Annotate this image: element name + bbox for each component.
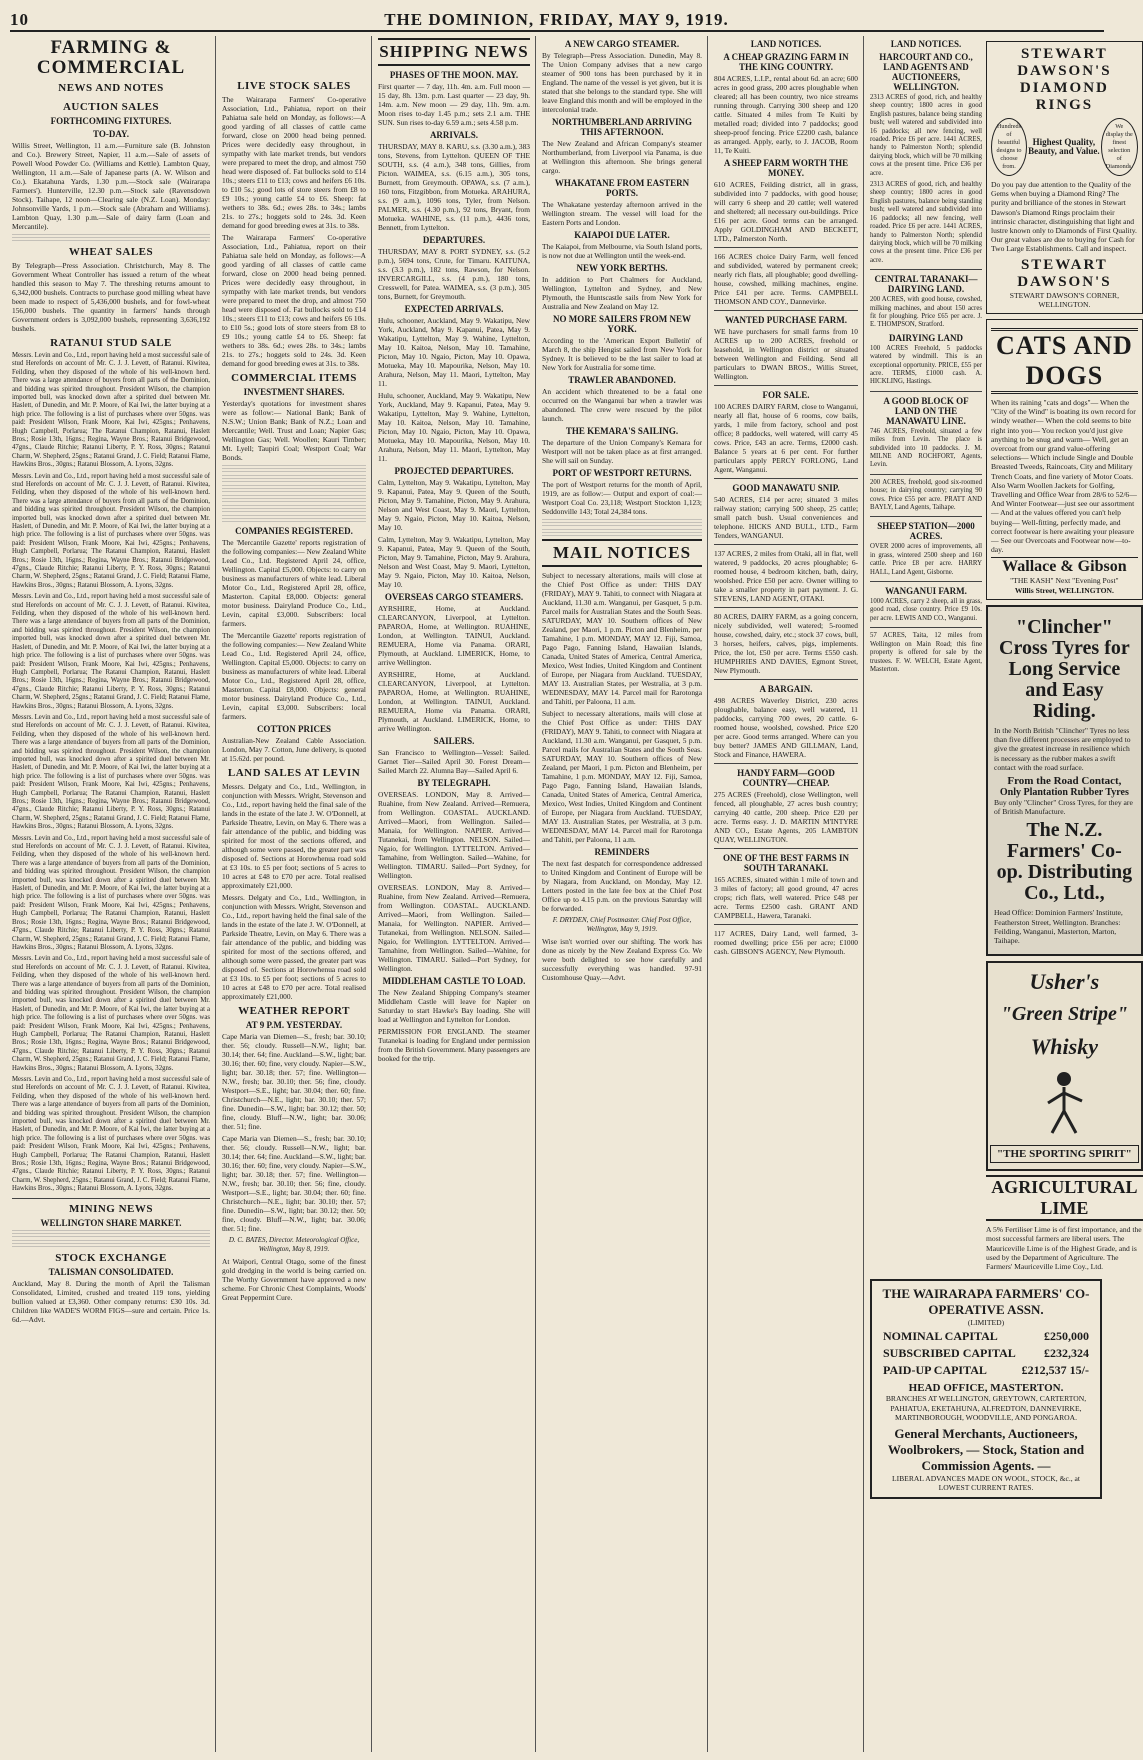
article-text: Cape Maria van Diemen—S., fresh; bar. 30.10; ther. 56; cloudy. Russell—N.W., light; bar. 30.14; ther. 64; fine. Auckland—S.W., light; bar. 30.16; ther. 60; fine, very cloudy. Napier—S.W., light; bar. 30.18; ther. 57; fine. Wellington—N.W., fresh; bar. 30.10; ther. 56; fine, cloudy. Westport—S.E., light; bar. 30.04; ther. 60; fine. Christchurch—N.E., light; bar. 30.10; ther. 57; fine. Dunedin—S.W., light; bar. 30.12; ther. 50; fine, cloudy. Bluff—N.W., light; bar. 30.06; ther. 51; fine. — [222, 1134, 366, 1233]
column-advertisements — [866, 36, 1142, 1752]
subheading: A BARGAIN. — [759, 684, 813, 694]
article-text: The Wairarapa Farmers' Co-operative Association, Ltd., Pahiatua, report on their Pahiatua sale held on Monday, as follows:—A good yarding of all classes of cattle came forward, close on 2000 head being penned. Prices were decidedly easy throughout, in sympathy with late market trends, but vendors were prepared to meet the drop, and almost 750 head were disposed of. Fat bullocks sold to £14 10s.; steers £11 to £13; cows and heifers £6 10s. to £10 5s.; good lots of store steers from £8 to £9 10s.; young cattle £4 to £6. Sheep: fat wethers to 38s. 6d.; ewes 28s. to 34s.; lambs 21s. to 27s.; hoggets sold to 24s. 3d. Keen demand for good breeding ewes at 31s. to 38s. — [222, 233, 366, 368]
land-ad: 200 ACRES, with good house, cowshed, milking machines, and about 150 acres fit for ploughing. Price £65 per acre. J. E. THOMPSON, Stratford. — [870, 296, 982, 329]
article-text: Messrs. Delgaty and Co., Ltd., Wellington, in conjunction with Messrs. Wright, Stevenson and Co., Ltd., report having held the final sale of the lands in the estate of the late J. W. O'Donnell, at Parkside Theatre, Levin, on May 6. There was a fair attendance of the public, and bidding was spirited for most of the sections offered, and although some were passed, the greater part was disposed of. Sections at Horowhenua road sold at £3 10s. to £5 per foot; sections of 5 acres to 10 acres at £48 to £70 per acre. Total realised approximately £21,000. — [222, 782, 366, 890]
article-text: The New Zealand and African Company's steamer Northumberland, from Liverpool via Panama, is due at Wellington this afternoon. She brings general cargo. — [542, 139, 702, 175]
advert-sub: "THE KASH" Next "Evening Post" — [1010, 576, 1119, 586]
article-text: San Francisco to Wellington—Vessel: Sailed. Garnet Tier—Sailed April 30. Forest Dream—Sailed March 22. Alumna Bay—Sailed April 6. — [378, 747, 530, 775]
advert-company: The N.Z. Farmers' Co-op. Distributing Co., Ltd., — [996, 819, 1133, 905]
article-text: THURSDAY, MAY 8. KARU, s.s. (3.30 a.m.), 383 tons, Stevens, from Lyttelton. QUEEN OF THE SOUTH, s.s. (4 a.m.), 348 tons, Gillies, from Picton. WAIMEA, s.s. (6.15 a.m.), 305 tons, Burnett, from Greymouth. OPAWA, s.s. (7 a.m.), 160 tons, Fitzgibbon, from Motueka. ARAHURA, s.s. (9 a.m.), 1096 tons, Tyler, from Nelson. PALMER, s.s. (4.30 p.m.), 92 tons, Bryant, from Motueka. WAHINE, s.s. (11 p.m.), 4436 tons, Bennett, from Lyttelton. — [378, 141, 530, 232]
capital-value: £212,537 15/- — [1021, 1363, 1089, 1378]
capital-value: £232,324 — [1044, 1346, 1089, 1361]
article-text: Messrs. Levin and Co., Ltd., report having held a most successful sale of stud Herefords on account of Mr. C. J. J. Levett, of Ratanui. Kiwitea, Feilding, when they disposed of the whole of his well-known herd. There was a large attendance of buyers from all parts of the Dominion, and bidding was spirited throughout. President Wilson, the champion imported bull, was knocked down after a spirited duel between Mr. Haslett, of Dunedin, and Mr. P. Moore, of Kai Iwi, the latter buying at a high price. The following is a list of purchases where over 50gns. was paid: President Wilson, Frank Moore, Kai Iwi, 425gns.; Penhavens, Hugh Campbell, Porlarua; The Ratanui Champion, Ratanui, Haslett Bros.; Rosie 13th, 16gns.; Regina, Wayne Bros.; Ratanui Bridgewood, 47gns., Claude Ritchie; Ratanui Liberty, P. Y. Ross, 30gns.; Ratanui Charm, W. Shepherd, 25gns.; Ratanui Grand, J. C. Field; Ratanui Flame, Hawkins Bros., 30gns.; Ratanui Blossom, A. Lyons, 32gns. — [12, 1076, 211, 1193]
subheading: PHASES OF THE MOON. MAY. — [389, 69, 519, 80]
land-ad: 117 ACRES, Dairy Land, well farmed, 3-roomed dwelling; price £56 per acre; £1000 cash. GIBSON'S AGENCY, New Plymouth. — [714, 929, 858, 956]
heading: RATANUI STUD SALE — [50, 336, 172, 349]
article-text: The Whakatane yesterday afternoon arrived in the Wellington stream. The vessel will load for the Eastern Ports and London. — [542, 200, 702, 227]
ushers-whisky-advert — [986, 961, 1143, 1171]
subheading: HANDY FARM—GOOD COUNTRY—CHEAP. — [737, 768, 835, 788]
land-ad: 166 ACRES choice Dairy Farm, well fenced and subdivided, watered by permanent creek; nearly rich flats, all ploughable; good dwelling-house, cowshed, milking machines, engine. Price £41 per acre. Terms. CAMPBELL THOMSON AND COY., Dannevirke. — [714, 252, 858, 306]
subheading: WELLINGTON SHARE MARKET. — [40, 1217, 182, 1228]
subheading: FORTHCOMING FIXTURES. — [50, 115, 172, 126]
land-ad: 165 ACRES, situated within 1 mile of town and 3 miles of factory; all good ground, 47 acres crops; rich flats, well watered. Price £48 per acre. Terms £2500 cash. GRANT AND CAMPBELL, Hawera, Taranaki. — [714, 875, 858, 920]
article-text: Cape Maria van Diemen—S., fresh; bar. 30.10; ther. 56; cloudy. Russell—N.W., light; bar. 30.14; ther. 64; fine. Auckland—S.W., light; bar. 30.16; ther. 60; fine, very cloudy. Napier—S.W., light; bar. 30.18; ther. 57; fine. Wellington—N.W., fresh; bar. 30.10; ther. 56; fine, cloudy. Westport—S.E., light; bar. 30.04; ther. 60; fine. Christchurch—N.E., light; bar. 30.10; ther. 57; fine. Dunedin—S.W., light; bar. 30.12; ther. 50; fine, cloudy. Bluff—N.W., light; bar. 30.06; ther. 51; fine. — [222, 1032, 366, 1131]
advert-product: "Green Stripe" — [1000, 1002, 1128, 1025]
heading: WEATHER REPORT — [238, 1005, 350, 1017]
land-ad: 137 ACRES, 2 miles from Otaki, all in flat, well watered, 9 paddocks, 20 acres ploughable; 6-roomed house, 4 bedroom kitchen, bath, dairy, woolshed. Price £50 per acre. Owner willing to take a smaller property in part payment. J. G. STEVENS, LAND AGENT, OTAKI. — [714, 549, 858, 603]
column-farming — [8, 36, 214, 1752]
subheading: OVERSEAS CARGO STEAMERS. — [384, 591, 524, 602]
signature: D. C. BATES, Director. Meteorological Office, Wellington, May 8, 1919. — [228, 1236, 360, 1253]
subheading: TALISMAN CONSOLIDATED. — [48, 1266, 174, 1277]
subheading: PROJECTED DEPARTURES. — [394, 465, 514, 476]
head-office: HEAD OFFICE, MASTERTON. — [908, 1382, 1064, 1395]
article-text: By Telegraph—Press Association. Dunedin, May 8. The Union Company advises that a new cargo steamer of 900 tons has been purchased by it in England. The name of the vessel is yet given, but it is stated that she belongs to the standard type. She will leave England this month and will be employed in the intercolonial trade. — [542, 51, 702, 114]
section-title: MAIL NOTICES — [542, 539, 702, 567]
subheading: CENTRAL TARANAKI—DAIRYING LAND. — [874, 274, 978, 295]
heading: LAND SALES AT LEVIN — [227, 767, 361, 779]
heading: COMMERCIAL ITEMS — [231, 372, 357, 384]
article-text: PERMISSION FOR ENGLAND. The steamer Tutanekai is loading for England under permission from the British Government. Many passengers are booked for the trip. — [378, 1026, 530, 1063]
article-text: AYRSHIRE, Home, at Auckland. CLEARCANYON, Liverpool, at Lyttelton. PAPAROA, Home, at Wellington. RUAHINE, London, at Wellington. TAINUI, Auckland. REMUERA, Home via Panama. ORARI, Plymouth, at Auckland. LIMERICK, Home, to arrive Wellington. — [378, 669, 530, 733]
right-seal: We display the finest selection of Diamonds. — [1101, 118, 1138, 176]
capital-label: SUBSCRIBED CAPITAL — [883, 1346, 1016, 1361]
advert-sub: (LIMITED) — [967, 1318, 1005, 1328]
subheading: SAILERS. — [433, 735, 475, 746]
subheading: ONE OF THE BEST FARMS IN SOUTH TARANAKI. — [723, 853, 849, 873]
advert-title: STEWART DAWSON'S — [1017, 46, 1112, 79]
advert-body: When its raining "cats and dogs"— When the "City of the Wind" is boating its own record for windy weather— When the cold seems to bite right into you— You reckon you'd just give anything to be snug and warm— Well, get an overcoat from our grand value-offering selections— Which include Single and Double Breasted Tweeds, Raincoats, City and Military Trench Coats, and fine variety of Motor Coats. Also Warm Woollen Jackets for Golfing, Travelling and Office Wear from 28/6 to 52/6— And Winter Footwear—just see our assortment— And at the values offered you can't help buying— Well-fitting, perfectly made, and correct footwear is here awaiting your pleasure— See our Overcoats and Footwear now—to-day. — [991, 398, 1137, 555]
article-text: Messrs. Levin and Co., Ltd., report having held a most successful sale of stud Herefords on account of Mr. C. J. J. Levett, of Ratanui. Kiwitea, Feilding, when they disposed of the whole of his well-known herd. There was a large attendance of buyers from all parts of the Dominion, and bidding was spirited throughout. President Wilson, the champion imported bull, was knocked down after a spirited duel between Mr. Haslett, of Dunedin, and Mr. P. Moore, of Kai Iwi, the latter buying at a high price. The following is a list of purchases where over 50gns. was paid: President Wilson, Frank Moore, Kai Iwi, 425gns.; Penhavens, Hugh Campbell, Porlarua; The Ratanui Champion, Ratanui, Haslett Bros.; Rosie 13th, 16gns.; Regina, Wayne Bros.; Ratanui Bridgewood, 47gns., Claude Ritchie; Ratanui Liberty, P. Y. Ross, 30gns.; Ratanui Charm, W. Shepherd, 25gns.; Ratanui Grand, J. C. Field; Ratanui Flame, Hawkins Bros., 30gns.; Ratanui Blossom, A. Lyons, 32gns. — [12, 593, 211, 710]
article-text: The Kaiapoi, from Melbourne, via South Island ports, is now not due at Wellington until the week-end. — [542, 242, 702, 260]
heading: LAND NOTICES. — [750, 39, 822, 49]
article-text: Wise isn't worried over our shifting. The work has done as nicely by the New Zealand Express Co. We were both delighted to see how carefully and successfully everything was handled. 97-91 Customhouse Quay.—Advt. — [542, 936, 702, 982]
column-rule — [707, 36, 708, 1752]
subheading: EXPECTED ARRIVALS. — [404, 303, 504, 314]
land-ad: OVER 2000 acres of improvements, all in grass, wintered 2500 sheep and 160 cattle. Price £8 per acre. HARRY HALL, Land Agent, Gisborne. — [870, 543, 982, 576]
subheading: NO MORE SAILERS FROM NEW YORK. — [552, 314, 691, 334]
article-text: In addition to Port Chalmers for Auckland, Wellington, Lyttelton and Sydney, and New Plymouth, the Huntscastle sails from New York for Australia and New Zealand on May 12. — [542, 275, 702, 311]
article-text: OVERSEAS. LONDON, May 8. Arrived—Ruahine, from New Zealand. Arrived—Remuera, from Wellington. COASTAL. AUCKLAND. Arrived—Maori, from Wellington. Sailed—Manaia, for Wellington. NAPIER. Arrived—Tutanekai, from Wellington. NELSON. Sailed—Ngaio, for Wellington. LYTTELTON. Arrived—Tamahine, from Wellington. Sailed—Wahine, for Wellington. TIMARU. Sailed—Port Sydney, for Wellington. — [378, 882, 530, 973]
article-text: Australian-New Zealand Cable Association. London, May 7. Cotton, June delivery, is quoted at 15.62d. per pound. — [222, 736, 366, 763]
article-text: The port of Westport returns for the month of April, 1919, are as follow:— Output and export of coal:— Westport Coal Co. 23,118; Westport Stockton 1,123; Seddonville 143; Total 24,384 tons. — [542, 480, 702, 516]
land-ad: 540 ACRES, £14 per acre; situated 3 miles railway station; carrying 500 sheep, 25 cattle; small patch bush. Usual conveniences and telephone. HICKS AND BULL, LTD., Farm Tenders, WANGANUI. — [714, 495, 858, 540]
wairarapa-advert — [870, 1279, 1102, 1499]
subheading: DAIRYING LAND — [889, 332, 963, 343]
land-ad: 200 ACRES, freehold, good six-roomed house; in dairying country; carrying 90 cows. Price £55 per acre. PRATT AND BAYLY, Land Agents, Taihape. — [870, 478, 982, 512]
column-rule — [535, 36, 536, 1752]
subheading: SHEEP STATION—2000 ACRES. — [877, 521, 975, 542]
land-ad: WE have purchasers for small farms from 10 ACRES up to 200 ACRES, freehold or leasehold, in Wellington district or situated between Wellington and Feilding. Send all particulars to DWAN BROS., Willis Street, Wellington. — [714, 327, 858, 381]
section-title: SHIPPING NEWS — [378, 38, 530, 66]
subheading: TRAWLER ABANDONED. — [568, 375, 676, 385]
column-rule — [863, 36, 864, 1752]
subheading: BY TELEGRAPH. — [417, 777, 491, 788]
article-text: Willis Street, Wellington, 11 a.m.—Furniture sale (B. Johnston and Co.). Brewery Street, Napier, 11 a.m.—Sale of assets of Powell Wood Powder Co. (Williams and Kettle). Lambton Quay, Wellington, 11 a.m.—Sale of Japanese parts (A. W. Wilson and Co.). Ekatahuna Yards, 1.30 p.m.—Stock sale (Wairarapa Farmers'). Hunterville, 12.30 p.m.—Stock sale (Ravensdown Stock). Taihape, 12 noon—Clearing sale (N.Z. Loan). Monday: Johnsonville Yards, 1 p.m.—Stock sale (Abraham and Williams). Lambton Quay, 1.30 p.m.—Sale of dairy farm (Loan and Mercantile). — [12, 140, 210, 231]
subheading: COTTON PRICES — [256, 724, 332, 734]
land-ad: 610 ACRES, Feilding district, all in grass, subdivided into 7 paddocks, with good house; will carry 6 sheep and 20 cattle; well watered and sheltered; all necessary out-buildings. Price £16 per acre. Good terms can be arranged. Apply GOLDINGHAM AND BECKETT, LTD., Palmerston North. — [714, 180, 858, 243]
capital-label: PAID-UP CAPITAL — [883, 1363, 987, 1378]
advert-body: In the North British "Clincher" Tyres no less than five different processes are employed to give the greatest increase in resilience which is necessary as the rubber makes a swift contact with the road surface. — [994, 725, 1131, 772]
land-ad: 746 ACRES, Freehold, situated a few miles from Levin. The place is subdivided into 10 paddocks. J. M. MILNE AND ROCHFORT, Agents, Levin. — [870, 427, 982, 469]
article-text: Calm, Lyttelton, May 9. Wakatipu, Lyttelton, May 9. Kapanui, Patea, May 9. Queen of the South, Picton, May 9. Tamahine, Picton, May 9. Arahura, Nelson and West Coast, May 9. Maori, Lyttelton, May 9. Ngaio, Picton, May 10. Kaitoa, Nelson, May 10. — [378, 477, 530, 532]
advert-title: DIAMOND RINGS — [1019, 80, 1109, 113]
article-text: By Telegraph—Press Association. Christchurch, May 8. The Government Wheat Controller has issued a return of the wheat handled this season to May 7. The threshing returns amount to 6,342,000 bushels. Contracts to purchase good milling wheat have been made to respect of 5,436,000 bushels, and for fowl-wheat 156,000 bushels. The quantity in farmers' hands through Government orders is 3,092,000 bushels, representing 3,636,192 bushels. — [12, 260, 210, 333]
advert-footer: LIBERAL ADVANCES MADE ON WOOL, STOCK, &c., at LOWEST CURRENT RATES. — [891, 1473, 1081, 1493]
article-text: OVERSEAS. LONDON, May 8. Arrived—Ruahine, from New Zealand. Arrived—Remuera, from Wellington. COASTAL. AUCKLAND. Arrived—Maori, from Wellington. Sailed—Manaia, for Wellington. NAPIER. Arrived—Tutanekai, from Wellington. NELSON. Sailed—Ngaio, for Wellington. LYTTELTON. Arrived—Tamahine, from Wellington. Sailed—Wahine, for Wellington. TIMARU. Sailed—Port Sydney, for Wellington. — [378, 789, 530, 880]
article-text: Messrs. Levin and Co., Ltd., report having held a most successful sale of stud Herefords on account of Mr. C. J. J. Levett, of Ratanui. Kiwitea, Feilding, when they disposed of the whole of his well-known herd. There was a large attendance of buyers from all parts of the Dominion, and bidding was spirited throughout. President Wilson, the champion imported bull, was knocked down after a spirited duel between Mr. Haslett, of Dunedin, and Mr. P. Moore, of Kai Iwi, the latter buying at a high price. The following is a list of purchases where over 50gns. was paid: President Wilson, Frank Moore, Kai Iwi, 425gns.; Penhavens, Hugh Campbell, Porlarua; The Ratanui Champion, Ratanui, Haslett Bros.; Rosie 13th, 16gns.; Regina, Wayne Bros.; Ratanui Bridgewood, 47gns., Claude Ritchie; Ratanui Liberty, P. Y. Ross, 30gns.; Ratanui Charm, W. Shepherd, 25gns.; Ratanui Grand, J. C. Field; Ratanui Flame, Hawkins Bros., 30gns.; Ratanui Blossom, A. Lyons, 32gns. — [12, 472, 211, 589]
subheading: ARRIVALS. — [429, 129, 479, 140]
heading: LIVE STOCK SALES — [237, 80, 351, 92]
article-text: Messrs. Levin and Co., Ltd., report having held a most successful sale of stud Herefords on account of Mr. C. J. J. Levett, of Ratanui. Kiwitea, Feilding, when they disposed of the whole of his well-known herd. There was a large attendance of buyers from all parts of the Dominion, and bidding was spirited throughout. President Wilson, the champion imported bull, was knocked down after a spirited duel between Mr. Haslett, of Dunedin, and Mr. P. Moore, of Kai Iwi, the latter buying at a high price. The following is a list of purchases where over 50gns. was paid: President Wilson, Frank Moore, Kai Iwi, 425gns.; Penhavens, Hugh Campbell, Porlarua; The Ratanui Champion, Ratanui, Haslett Bros.; Rosie 13th, 16gns.; Regina, Wayne Bros.; Ratanui Bridgewood, 47gns., Claude Ritchie; Ratanui Liberty, P. Y. Ross, 30gns.; Ratanui Charm, W. Shepherd, 25gns.; Ratanui Grand, J. C. Field; Ratanui Flame, Hawkins Bros., 30gns.; Ratanui Blossom, A. Lyons, 32gns. — [12, 351, 211, 469]
article-text: The New Zealand Shipping Company's steamer Middleham Castle will leave for Napier on Saturday to start Hawke's Bay loading. She will load at Wellington and Lyttelton for London. — [378, 987, 530, 1024]
subheading: DEPARTURES. — [422, 234, 486, 245]
masthead — [10, 4, 1104, 32]
subheading: REMINDERS — [594, 846, 650, 857]
land-ad: 57 ACRES, Taita, 12 miles from Wellington on Main Road; this fine property is offered for sale by the trustees. F. W. WELCH, Estate Agent, Masterton. — [870, 632, 982, 673]
column-land-notices — [710, 36, 862, 1752]
article-text: The 'Mercantile Gazette' reports registration of the following companies:— New Zealand White Lead Co., Ltd. Registered April 24, office, Wellington. Capital £5,000. Objects: to carry on business as manufacturers of white lead. Liberal Motor Co., Ltd., Registered April 28, office, Masterton. Capital £8,000. Objects: general motor business. Dairyland Produce Co., Ltd., Levin, capital £3,000. Subscribers: local farmers. — [222, 631, 366, 721]
article-text: According to the 'American Export Bulletin' of March 8, the ship Hengist sailed from New York for Sydney. It is believed to be the last sailer to load at New York for Australia for some time. — [542, 336, 702, 372]
article-text: Messrs. Levin and Co., Ltd., report having held a most successful sale of stud Herefords on account of Mr. C. J. J. Levett, of Ratanui. Kiwitea, Feilding, when they disposed of the whole of his well-known herd. There was a large attendance of buyers from all parts of the Dominion, and bidding was spirited throughout. President Wilson, the champion imported bull, was knocked down after a spirited duel between Mr. Haslett, of Dunedin, and Mr. P. Moore, of Kai Iwi, the latter buying at a high price. The following is a list of purchases where over 50gns. was paid: President Wilson, Frank Moore, Kai Iwi, 425gns.; Penhavens, Hugh Campbell, Porlarua; The Ratanui Champion, Ratanui, Haslett Bros.; Rosie 13th, 16gns.; Regina, Wayne Bros.; Ratanui Bridgewood, 47gns., Claude Ritchie; Ratanui Liberty, P. Y. Ross, 30gns.; Ratanui Charm, W. Shepherd, 25gns.; Ratanui Grand, J. C. Field; Ratanui Flame, Hawkins Bros., 30gns.; Ratanui Blossom, A. Lyons, 32gns. — [12, 713, 211, 831]
newspaper-title: THE DOMINION, FRIDAY, MAY 9, 1919. — [384, 10, 729, 29]
heading: MINING NEWS — [68, 1202, 154, 1215]
subheading: THE KEMARA'S SAILING. — [565, 426, 679, 436]
article-text: Yesterday's quotations for investment shares were as follow:— National Bank; Bank of N.S.W.; Union Bank; Bank of N.Z.; Loan and Mercantile; Well. Trust and Loan; Napier Gas; Wellington Gas; Well. Woollen; Kauri Timber; Mt. Lyell; Taupiri Coal; Westport Coal; War Bonds. — [222, 399, 366, 462]
land-ad: 80 ACRES, DAIRY FARM, as a going concern, nicely subdivided, well watered; 5-roomed house, cowshed, dairy, etc.; stock 37 cows, bull, 3 horses, heifers, calves, pigs, implements. Price, the lot, £50 per acre. Terms £550 cash. HUMPHRIES AND DAVIES, Egmont Street, New Plymouth. — [714, 612, 858, 675]
capital-label: NOMINAL CAPITAL — [883, 1329, 998, 1344]
advert-address: Willis Street, WELLINGTON. — [1014, 585, 1114, 595]
column-rule — [215, 36, 216, 1752]
heading: WHEAT SALES — [68, 245, 154, 258]
subheading: WANGANUI FARM. — [885, 586, 967, 597]
advert-brand: Usher's — [1029, 969, 1100, 995]
signature: F. DRYDEN, Chief Postmaster. Chief Post Office, Wellington, May 9, 1919. — [552, 915, 692, 933]
land-ad: 2313 ACRES of good, rich, and healthy sheep country; 1800 acres in good English pastures, balance being standing bush; well watered and subdivided into 16 paddocks; all new fencing, well roaded. Price £6 per acre. 1441 ACRES, handy to Palmerston North; splendid dairying block, which will be 70 milking cows at the present time. Price £36 per acre. — [870, 94, 982, 177]
land-ad: 100 ACRES DAIRY FARM, close to Wanganui, nearly all flat, house of 6 rooms, cow bails, yards, 1 mile from factory, school and post office; 8 paddocks, well watered, will carry 45 cows. Price, £43 an acre. Terms, £2000 cash. Balance 5 years at 6 per cent. For further particulars apply PERCY FORLONG, Land Agent, Wanganui. — [714, 402, 858, 474]
sportsman-illustration-icon — [1024, 1067, 1104, 1137]
branches: BRANCHES AT WELLINGTON, GREYTOWN, CARTERTON, PAHIATUA, EKETAHUNA, ALFREDTON, DANNEVIRKE, MARTINBOROUGH, WOODVILLE, AND PONGAROA. — [885, 1394, 1087, 1422]
heading: LAND NOTICES. — [890, 39, 962, 49]
subheading: NEW YORK BERTHS. — [576, 263, 668, 273]
subheading: WANTED PURCHASE FARM. — [724, 315, 848, 325]
article-text: Subject to necessary alterations, mails will close at the Chief Post Office as under: THIS DAY (FRIDAY), MAY 9. Tahiti, to connect with Niagara at Auckland, 11.30 a.m. Wanganui, per Gasquet, 5 p.m. Parcel mails for Australian States and the South Seas. SATURDAY, MAY 10. Southern offices of New Zealand, per Maori, 1 p.m. Picton and Blenheim, per Tamahine, 1 p.m. MONDAY, MAY 12. Fiji, Samoa, Pago Pago, Fanning Island, Hawaiian Islands, Canada, United States of America, Central America, Mexico, West Indies, United Kingdom and Continent of Europe, per Niagara from Auckland. TUESDAY, MAY 13. Australian States, per Westralia, at 3 p.m. WEDNESDAY, MAY 14. Parcel mail for Rarotonga and Tahiti, per Paloona, 11 a.m. — [542, 708, 702, 844]
subheading: WHAKATANE FROM EASTERN PORTS. — [554, 178, 690, 198]
article-text: Messrs. Levin and Co., Ltd., report having held a most successful sale of stud Herefords on account of Mr. C. J. J. Levett, of Ratanui. Kiwitea, Feilding, when they disposed of the whole of his well-known herd. There was a large attendance of buyers from all parts of the Dominion, and bidding was spirited throughout. President Wilson, the champion imported bull, was knocked down after a spirited duel between Mr. Haslett, of Dunedin, and Mr. P. Moore, of Kai Iwi, the latter buying at a high price. The following is a list of purchases where over 50gns. was paid: President Wilson, Frank Moore, Kai Iwi, 425gns.; Penhavens, Hugh Campbell, Porlarua; The Ratanui Champion, Ratanui, Haslett Bros.; Rosie 13th, 16gns.; Regina, Wayne Bros.; Ratanui Bridgewood, 47gns., Claude Ritchie; Ratanui Liberty, P. Y. Ross, 30gns.; Ratanui Charm, W. Shepherd, 25gns.; Ratanui Grand, J. C. Field; Ratanui Flame, Hawkins Bros., 30gns.; Ratanui Blossom, A. Lyons, 32gns. — [12, 955, 211, 1072]
advert-product-type: Whisky — [1030, 1033, 1098, 1059]
article-text: The 'Mercantile Gazette' reports registration of the following companies:— New Zealand White Lead Co., Ltd. Registered April 24, office, Wellington. Capital £5,000. Objects: to carry on business as manufacturers of white lead. Liberal Motor Co., Ltd., Registered April 28, office, Masterton. Capital £8,000. Objects: general motor business. Dairyland Produce Co., Ltd., Levin, capital £3,000. Subscribers: local farmers. — [222, 538, 366, 628]
article-text: The Wairarapa Farmers' Co-operative Association, Ltd., Pahiatua, report on their Pahiatua sale held on Monday, as follows:—A good yarding of all classes of cattle came forward, close on 2000 head being penned. Prices were decidedly easy throughout, in sympathy with late market trends, but vendors were prepared to meet the drop, and almost 750 head were disposed of. Fat bullocks sold to £14 10s.; steers £11 to £13; cows and heifers £6 10s. to £10 5s.; good lots of store steers from £8 to £9 10s.; young cattle £4 to £6. Sheep: fat wethers to 38s. 6d.; ewes 28s. to 34s.; lambs 21s. to 27s.; hoggets sold to 24s. 3d. Keen demand for good breeding ewes at 31s. to 38s. — [222, 95, 366, 230]
article-text: Messrs. Delgaty and Co., Ltd., Wellington, in conjunction with Messrs. Wright, Stevenson and Co., Ltd., report having held the final sale of the lands in the estate of the late J. W. O'Donnell, at Parkside Theatre, Levin, on May 6. There was a fair attendance of the public, and bidding was spirited for most of the sections offered, and although some were passed, the greater part was disposed of. Sections at Horowhenua road sold at £3 10s. to £5 per foot; sections of 5 acres to 10 acres at £48 to £70 per acre. Total realised approximately £21,000. — [222, 893, 366, 1001]
article-text: Hulu, schooner, Auckland, May 9. Wakatipu, New York, Auckland, May 9. Kapanui, Patea, May 9. Wakatipu, Lyttelton, May 9. Wahine, Lyttelton, May 10. Kaitoa, Nelson, May 10. Tamahine, Picton, May 10. Ngaio, Picton, May 10. Opawa, Motueka, May 10. Mapourika, Nelson, May 10. Arahura, Nelson, May 11. Maori, Lyttelton, May 11. — [378, 315, 530, 388]
subheading: MIDDLEHAM CASTLE TO LOAD. — [382, 975, 526, 986]
advert-line: Only Plantation Rubber Tyres — [999, 786, 1129, 798]
article-text: First quarter — 7 day, 11h. 4m. a.m. Full moon — 15 day, 8h. 13m. p.m. Last quarter — 23 day, 9h. 14m. a.m. New moon — 29 day, 11h. 9m. a.m. Moon rises to-day 1.45 p.m.; sets 2.1 a.m. THE SUN. Sun rises to-day 6.59 a.m.; sets 4.58 p.m. — [378, 81, 530, 127]
advert-body: Do you pay due attention to the Quality of the Gems when buying a Diamond Ring? The purity and brilliance of the stones in Stewart Dawson's Diamond Rings proclaim their intrinsic character, distinguishing that light and lustre known only to Diamonds of First Quality. Our great values are due to buying for Cash for Two Large Establishments. Call and inspect. — [991, 180, 1137, 254]
land-ad: 275 ACRES (Freehold), close Wellington, well fenced, all ploughable, 27 acres bush country; carrying 40 cattle, 200 sheep. Price £20 per acre. Terms easy. J. D. MARTIN M'INTYRE AND CO., Estate Agents, 205 LAMBTON QUAY, WELLINGTON. — [714, 790, 858, 844]
clincher-advert — [986, 605, 1143, 956]
article-text: The next fast despatch for correspondence addressed to United Kingdom and Continent of Europe will be by Niagara, from Auckland, on Monday, May 12. Letters posted in the late fee box at the Chief Post Office up to 4.15 p.m. on the previous Saturday will be forwarded. — [542, 858, 702, 913]
advert-tagline: Highest Quality, Beauty, and Value. — [1028, 136, 1100, 156]
article-text: Hulu, schooner, Auckland, May 9. Wakatipu, New York, Auckland, May 9. Kapanui, Patea, May 9. Wakatipu, Lyttelton, May 9. Wahine, Lyttelton, May 10. Kaitoa, Nelson, May 10. Tamahine, Picton, May 10. Ngaio, Picton, May 10. Opawa, Motueka, May 10. Mapourika, Nelson, May 10. Arahura, Nelson, May 11. Maori, Lyttelton, May 11. — [378, 390, 530, 463]
advert-body: Buy only "Clincher" Cross Tyres, for they are of British Manufacture. — [994, 797, 1133, 817]
section-subtitle: NEWS AND NOTES — [58, 81, 164, 94]
article-text: The departure of the Union Company's Kemara for Westport will not be taken place as at first arranged. She will sail on Sunday. — [542, 438, 702, 465]
section-title: FARMING & COMMERCIAL — [36, 37, 186, 78]
advert-address: STEWART DAWSON'S CORNER, WELLINGTON. — [1009, 290, 1119, 309]
land-ad: 1000 ACRES, carry 2 sheep, all in grass, good road, close country. Price £9 10s. per acre. LEWIS AND CO., Wanganui. — [870, 598, 982, 622]
article-text: An accident which threatened to be a fatal one occurred on the Wanganui bar when a trawler was abandoned. The crew were rescued by the pilot launch. — [542, 387, 702, 423]
subheading: GOOD MANAWATU SNIP. — [732, 483, 840, 493]
column-news-mail — [538, 36, 706, 1752]
article-text: Auckland, May 8. During the month of April the Talisman Consolidated, Limited, crushed and treated 119 tons, yielding bullion valued at £3,360. Other company returns: £30 10s. 3d. Children like WADE'S WORM FIGS—sure and certain. Price 1s. 6d.—Advt. — [12, 1278, 210, 1324]
heading: AUCTION SALES — [62, 100, 160, 113]
article-text: Calm, Lyttelton, May 9. Wakatipu, Lyttelton, May 9. Kapanui, Patea, May 9. Queen of the South, Picton, May 9. Tamahine, Picton, May 9. Arahura, Nelson and West Coast, May 9. Maori, Lyttelton, May 9. Ngaio, Picton, May 10. Kaitoa, Nelson, May 10. — [378, 534, 530, 589]
subheading: HARCOURT AND CO., LAND AGENTS AND AUCTIONEERS, WELLINGTON. — [879, 52, 973, 92]
article-text: At Waipori, Central Otago, some of the finest gold dredging in the world is being carried on. The Worthy Government have approved a new scheme. For Chronic Chest Complaints, Woods' Great Peppermint Cure. — [222, 1257, 366, 1302]
subheading: PORT OF WESTPORT RETURNS. — [552, 468, 692, 478]
subheading: A GOOD BLOCK OF LAND ON THE MANAWATU LINE. — [883, 395, 969, 426]
article-text: AYRSHIRE, Home, at Auckland. CLEARCANYON, Liverpool, at Lyttelton. PAPAROA, Home, at Wellington. RUAHINE, London, at Wellington. TAINUI, Auckland. REMUERA, Home via Panama. ORARI, Plymouth, at Auckland. LIMERICK, Home, to arrive Wellington. — [378, 603, 530, 667]
advert-title: CATS AND DOGS — [991, 328, 1138, 394]
advert-services: General Merchants, Auctioneers, Woolbrokers, — Stock, Station and Commission Agents. — — [887, 1425, 1085, 1473]
subheading: A CHEAP GRAZING FARM IN THE KING COUNTRY. — [723, 52, 849, 72]
cats-and-dogs-advert — [986, 319, 1143, 600]
article-text: THURSDAY, MAY 8. PORT SYDNEY, s.s. (5.2 p.m.), 5694 tons, Crute, for Timaru. KAITUNA, s.s. (3.3 p.m.), 182 tons, Rawson, for Nelson. INVERCARGILL, s.s. (4 p.m.), 180 tons, Cresswell, for Patea. WAIMEA, s.s. (3 p.m.), 305 tons, Burnett, for Greymouth. — [378, 246, 530, 301]
advert-title: "Clincher" Cross Tyres for Long Service and Easy Riding. — [999, 615, 1130, 722]
subheading: FOR SALE. — [762, 390, 810, 400]
land-ad: 498 ACRES Waverley District, 230 acres ploughable, balance easy, well watered, 11 paddocks, carrying 700 ewes, 20 cattle. 6-roomed house, woolshed, cowshed. Price £20 per acre. Good terms arranged. Where can you buy better? JAMES AND GILLMAN, Land, Stock and Finance, HAWERA. — [714, 696, 858, 759]
advert-line: From the Road Contact, — [1007, 774, 1122, 787]
advert-footer: STEWART DAWSON'S — [1017, 256, 1112, 290]
subheading: KAIAPOI DUE LATER. — [574, 230, 670, 240]
subheading: NORTHUMBERLAND ARRIVING THIS AFTERNOON. — [552, 117, 692, 137]
advert-tagline: "THE SPORTING SPIRIT" — [990, 1145, 1139, 1163]
page-number: 10 — [10, 10, 29, 29]
column-rule — [371, 36, 372, 1752]
advert-brand: Wallace & Gibson — [991, 557, 1138, 576]
lime-advert-title: AGRICULTURAL LIME — [986, 1175, 1143, 1221]
land-ad: 2313 ACRES of good, rich, and healthy sheep country; 1800 acres in good English pastures, balance being standing bush; well watered and subdivided into 16 paddocks; all new fencing, well roaded. Price £6 per acre. 1441 ACRES, handy to Palmerston North; splendid dairying block, which will be 70 milking cows at the present time. Price £36 per acre. — [870, 181, 982, 264]
article-text: Messrs. Levin and Co., Ltd., report having held a most successful sale of stud Herefords on account of Mr. C. J. J. Levett, of Ratanui. Kiwitea, Feilding, when they disposed of the whole of his well-known herd. There was a large attendance of buyers from all parts of the Dominion, and bidding was spirited throughout. President Wilson, the champion imported bull, was knocked down after a spirited duel between Mr. Haslett, of Dunedin, and Mr. P. Moore, of Kai Iwi, the latter buying at a high price. The following is a list of purchases where over 50gns. was paid: President Wilson, Frank Moore, Kai Iwi, 425gns.; Penhavens, Hugh Campbell, Porlarua; The Ratanui Champion, Ratanui, Haslett Bros.; Rosie 13th, 16gns.; Regina, Wayne Bros.; Ratanui Bridgewood, 47gns., Claude Ritchie; Ratanui Liberty, P. Y. Ross, 30gns.; Ratanui Charm, W. Shepherd, 25gns.; Ratanui Grand, J. C. Field; Ratanui Flame, Hawkins Bros., 30gns.; Ratanui Blossom, A. Lyons, 32gns. — [12, 834, 211, 951]
article-text: Subject to necessary alterations, mails will close at the Chief Post Office as under: THIS DAY (FRIDAY), MAY 9. Tahiti, to connect with Niagara at Auckland, 11.30 a.m. Wanganui, per Gasquet, 5 p.m. Parcel mails for Australian States and the South Seas. SATURDAY, MAY 10. Southern offices of New Zealand, per Maori, 1 p.m. Picton and Blenheim, per Tamahine, 1 p.m. MONDAY, MAY 12. Fiji, Samoa, Pago Pago, Fanning Island, Hawaiian Islands, Canada, United States of America, Central America, Mexico, West Indies, United Kingdom and Continent of Europe, per Niagara from Auckland. TUESDAY, MAY 13. Australian States, per Westralia, at 3 p.m. WEDNESDAY, MAY 14. Parcel mail for Rarotonga and Tahiti, per Paloona, 11 a.m. — [542, 570, 702, 706]
left-seal: Hundreds of beautiful designs to choose from. — [991, 118, 1027, 176]
capital-value: £250,000 — [1044, 1329, 1089, 1344]
land-ad: 100 ACRES Freehold, 5 paddocks watered by windmill. This is an exceptional opportunity. PRICE, £55 per acre. TERMS, £1000 cash. A. HICKLING, Hastings. — [870, 344, 982, 386]
advert-body: Head Office: Dominion Farmers' Institute, Featherston Street, Wellington. Branches: Feilding, Wanganui, Masterton, Marton, Taihape. — [994, 908, 1123, 945]
subheading: COMPANIES REGISTERED. — [235, 526, 353, 536]
subheading: INVESTMENT SHARES. — [243, 387, 345, 397]
subheading: AT 9 P.M. YESTERDAY. — [245, 1020, 343, 1030]
land-ad: 804 ACRES, L.I.P., rental about 6d. an acre; 600 acres in good grass, 200 acres ploughable when cleared; all has been country, two nice streams running through. Carrying 300 sheep and 120 cattle. Situated 4 miles from Te Kuiti by metalled road; divided into 7 paddocks; good sheep-proof fencing. Price £2200 cash, balance as arranged. Apply, early, to J. JACOB, Room 11, Te Kuiti. — [714, 74, 858, 155]
column-shipping — [374, 36, 534, 1752]
subheading: TO-DAY. — [93, 128, 129, 139]
subheading: A NEW CARGO STEAMER. — [564, 39, 680, 49]
advert-body: A 5% Fertiliser Lime is of first importance, and the most successful farmers are liberal users. The Mauriceville Lime is of the Highest Grade, and is used by the Department of Agriculture. The Farmers' Mauriceville Lime Coy., Ltd. — [986, 1225, 1142, 1271]
advert-title: THE WAIRARAPA FARMERS' CO-OPERATIVE ASSN. — [882, 1286, 1090, 1318]
heading: STOCK EXCHANGE — [55, 1251, 167, 1264]
subheading: A SHEEP FARM WORTH THE MONEY. — [723, 158, 849, 178]
stewart-dawson-advert — [986, 41, 1143, 314]
column-livestock — [218, 36, 370, 1752]
